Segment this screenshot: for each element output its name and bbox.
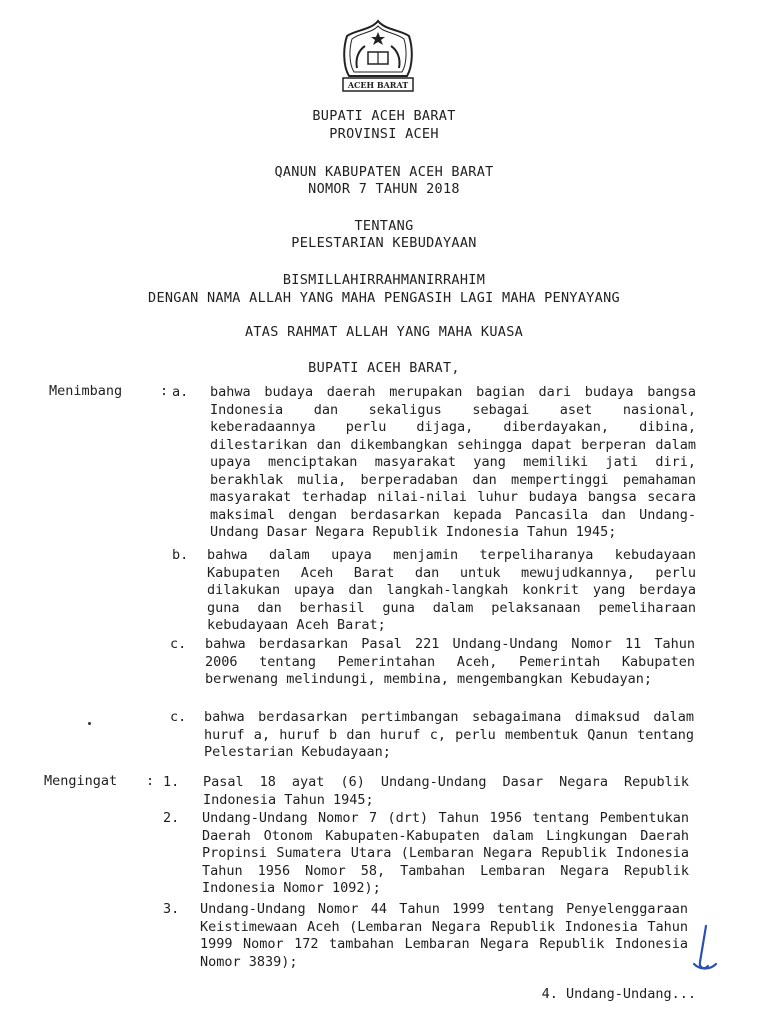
menimbang-item-c: bahwa berdasarkan Pasal 221 Undang-Undang Nomor 11 Tahun 2006 tentang Pemerintahan Aceh, Pemerintah Kabupaten berwenang melindungi, membina, mengembangkan Kebudayan;	[205, 636, 695, 687]
mengingat-marker-1: 1.	[163, 774, 180, 790]
paraf-signature	[690, 924, 720, 974]
menimbang-item-b: bahwa dalam upaya menjamin terpeliharanya kebudayaan Kabupaten Aceh Barat dan untuk mewujudkannya, perlu dilakukan upaya dan langkah-langkah konkrit yang berdaya guna dan berhasil guna dalam pelaksanaan pemeliharaan kebudayaan Aceh Barat;	[207, 547, 696, 633]
header-subject: PELESTARIAN KEBUDAYAAN	[291, 235, 477, 251]
header-dengan-nama: DENGAN NAMA ALLAH YANG MAHA PENGASIH LAGI MAHA PENYAYANG	[148, 290, 620, 306]
mengingat-marker-3: 3.	[163, 901, 180, 917]
header-bupati-comma: BUPATI ACEH BARAT,	[308, 360, 460, 376]
mengingat-label: Mengingat	[44, 773, 118, 789]
emblem-caption: ACEH BARAT	[347, 80, 409, 90]
menimbang-label: Menimbang	[49, 383, 123, 399]
menimbang-marker-c: c.	[170, 636, 187, 652]
header-nomor: NOMOR 7 TAHUN 2018	[308, 181, 460, 197]
header-atas-rahmat: ATAS RAHMAT ALLAH YANG MAHA KUASA	[244, 324, 524, 340]
mengingat-item-3: Undang-Undang Nomor 44 Tahun 1999 tentang Penyelenggaraan Keistimewaan Aceh (Lembaran Negara Republik Indonesia Tahun 1999 Nomor 172 tambahan Lembaran Negara Republik Indonesia Nomor 3839);	[200, 901, 688, 970]
header-bismillah: BISMILLAHIRRAHMANIRRAHIM	[282, 272, 486, 288]
header-tentang: TENTANG	[354, 218, 414, 234]
menimbang-marker-a: a.	[172, 384, 189, 400]
header-provinsi: PROVINSI ACEH	[329, 126, 439, 142]
mengingat-colon: :	[146, 773, 155, 789]
menimbang-colon: :	[160, 383, 169, 399]
stray-dot	[88, 722, 91, 725]
mengingat-marker-2: 2.	[163, 810, 180, 826]
header-qanun: QANUN KABUPATEN ACEH BARAT	[274, 164, 494, 180]
menimbang-marker-b: b.	[172, 547, 189, 563]
menimbang-item-a: bahwa budaya daerah merupakan bagian dari budaya bangsa Indonesia dan sekaligus sebagai aset nasional, keberadaannya perlu dijaga, diberdayakan, dibina, dilestarikan dan dikembangkan sehingga dapat berperan dalam upaya menciptakan masyarakat yang memiliki jati diri, berakhlak mulia, berperadaban dan mempertinggi pemahaman masyarakat terhadap nilai-nilai luhur budaya bangsa secara maksimal dengan berdasarkan kepada Pancasila dan Undang-Undang Dasar Negara Republik Indonesia Tahun 1945;	[210, 384, 696, 540]
mengingat-item-1: Pasal 18 ayat (6) Undang-Undang Dasar Negara Republik Indonesia Tahun 1945;	[203, 774, 689, 808]
header-bupati: BUPATI ACEH BARAT	[312, 108, 456, 124]
mengingat-item-2: Undang-Undang Nomor 7 (drt) Tahun 1956 tentang Pembentukan Daerah Otonom Kabupaten-Kabupaten dalam Lingkungan Daerah Propinsi Sumatera Utara (Lembaran Negara Republik Indonesia Tahun 1956 Nomor 58, Tambahan Lembaran Negara Republik Indonesia Nomor 1092);	[202, 810, 689, 896]
menimbang-item-d: bahwa berdasarkan pertimbangan sebagaimana dimaksud dalam huruf a, huruf b dan huruf c, perlu membentuk Qanun tentang Pelestarian Kebudayaan;	[204, 709, 694, 760]
menimbang-marker-d: c.	[170, 709, 187, 725]
aceh-barat-emblem	[333, 18, 423, 96]
continuation-text: 4. Undang-Undang...	[541, 986, 696, 1002]
